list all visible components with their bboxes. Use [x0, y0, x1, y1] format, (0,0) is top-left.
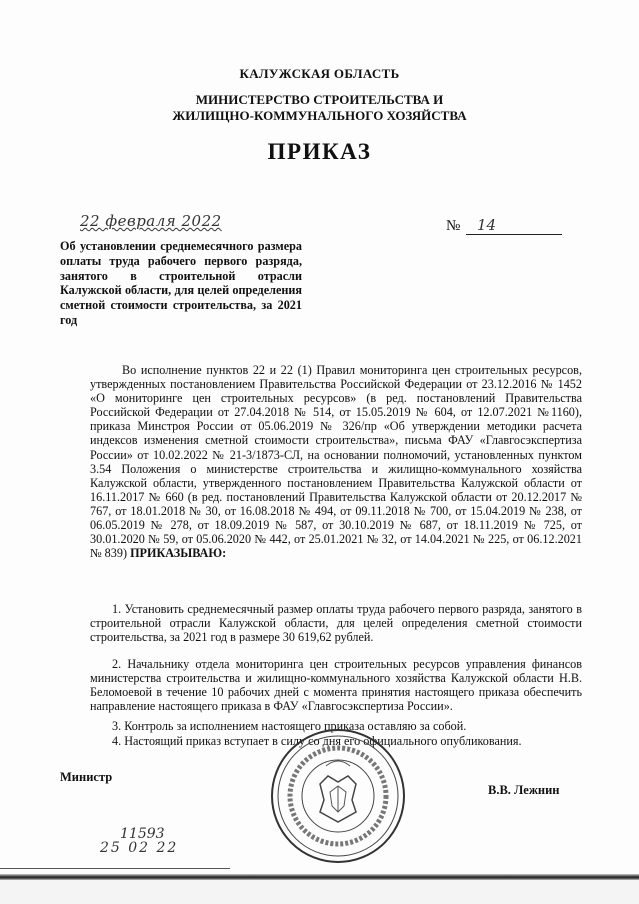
handwritten-registration-number: 11593 — [120, 826, 165, 842]
order-item-4: 4. Настоящий приказ вступает в силу со дня его официального опубликования. — [112, 734, 522, 748]
order-item-1: 1. Установить среднемесячный размер оплаты труда рабочего первого разряда, занятого в строительной отрасли Калужской области, для целей определения сметной стоимости строительства, за 2021 год в размере 30 619,62 рублей. — [90, 602, 582, 645]
ministry-line-2: ЖИЛИЩНО-КОММУНАЛЬНОГО ХОЗЯЙСТВА — [172, 108, 467, 123]
scan-bottom-margin — [0, 880, 639, 904]
order-item-3: 3. Контроль за исполнением настоящего приказа оставляю за собой. — [112, 719, 467, 733]
official-seal-icon — [268, 726, 408, 866]
preamble-text: Во исполнение пунктов 22 и 22 (1) Правил мониторинга цен строительных ресурсов, утвержденных постановлением Правительства Российской Федерации от 23.12.2016 № 1452 «О мониторинге цен строительных ресурсов» (в ред. постановлений Правительства Российской Федерации от 27.04.2018 № 514, от 15.05.2019 № 604, от 12.07.2021 №1160), приказа Минстроя России от 05.06.2019 № 326/пр «Об утверждении методики расчета индексов изменения сметной стоимости строительства», письма ФАУ «Главгосэкспертиза России» от 10.02.2022 № 21-3/1873-СЛ, на основании полномочий, установленных пунктом 3.54 Положения о министерстве строительства и жилищно-коммунального хозяйства Калужской области, утвержденного постановлением Правительства Калужской области от 16.11.2017 № 660 (в ред. постановлений Правительства Калужской области от 20.12.2017 № 767, от 18.01.2018 № 30, от 16.08.2018 № 494, от 09.11.2018 № 700, от 15.04.2019 № 238, от 06.05.2019 № 278, от 18.09.2019 № 587, от 30.10.2019 № 687, от 18.11.2019 № 725, от 30.01.2020 № 59, от 05.06.2020 № 442, от 25.01.2021 № 32, от 14.04.2021 № 225, от 06.12.2021 № 839) — [90, 363, 582, 561]
ministry-heading — [0, 92, 639, 124]
number-underline — [466, 234, 562, 235]
order-word: ПРИКАЗЫВАЮ: — [130, 546, 227, 561]
document-type-title: ПРИКАЗ — [267, 139, 372, 164]
handwritten-registration-date: 25 02 22 — [100, 840, 179, 856]
handwritten-date: 22 февраля 2022 — [80, 212, 222, 230]
handwritten-number: 14 — [477, 216, 497, 234]
order-item-2: 2. Начальнику отдела мониторинга цен строительных ресурсов управления финансов министерства строительства и жилищно-коммунального хозяйства Калужской области Н.В. Беломоевой в течение 10 рабочих дней с момента принятия настоящего приказа обеспечить направление настоящего приказа в ФАУ «Главгосэкспертиза России». — [90, 657, 582, 714]
scan-edge-line — [0, 868, 230, 869]
ministry-line-1: МИНИСТЕРСТВО СТРОИТЕЛЬСТВА И — [195, 92, 444, 107]
number-label: № — [446, 218, 461, 234]
region-heading: КАЛУЖСКАЯ ОБЛАСТЬ — [239, 66, 400, 81]
signer-position: Министр — [60, 770, 113, 784]
preamble — [90, 363, 582, 560]
signer-name: В.В. Лежнин — [488, 783, 560, 797]
order-subject: Об установлении среднемесячного размера оплаты труда рабочего первого разряда, занятого в строительной отрасли Калужской области, для целей определения сметной стоимости строительства, за 2021 год — [60, 239, 302, 327]
